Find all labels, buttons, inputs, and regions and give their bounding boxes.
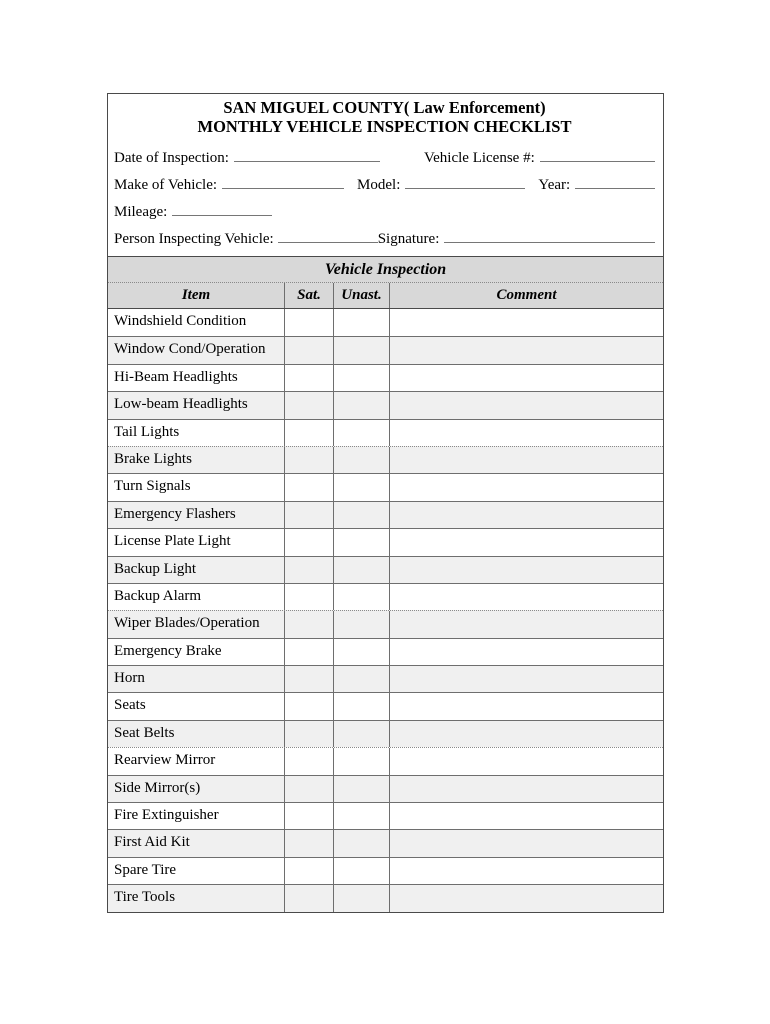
sat-cell xyxy=(284,693,333,719)
sat-cell xyxy=(284,803,333,829)
sat-cell xyxy=(284,392,333,418)
comment-cell xyxy=(389,721,663,747)
unast-cell xyxy=(333,337,389,363)
item-cell: Seats xyxy=(114,697,146,714)
item-cell: Brake Lights xyxy=(114,450,192,467)
comment-cell xyxy=(389,666,663,692)
sat-cell xyxy=(284,447,333,473)
signature-label: Signature: xyxy=(377,231,440,247)
form-line-make-model-year xyxy=(114,172,655,199)
item-cell: Window Cond/Operation xyxy=(114,341,266,358)
unast-cell xyxy=(333,885,389,911)
unast-cell xyxy=(333,639,389,665)
sat-cell xyxy=(284,611,333,637)
table-row xyxy=(108,583,663,610)
table-row xyxy=(108,747,663,774)
vehicle-license-blank xyxy=(540,159,655,162)
item-cell: Emergency Brake xyxy=(114,642,222,659)
comment-cell xyxy=(389,474,663,500)
inspection-form-sheet xyxy=(107,93,664,913)
item-cell: Seat Belts xyxy=(114,724,175,741)
table-row xyxy=(108,692,663,719)
table-row xyxy=(108,775,663,802)
item-cell: Low-beam Headlights xyxy=(114,396,248,413)
table-row xyxy=(108,391,663,418)
form-line-person-signature xyxy=(114,226,655,253)
unast-cell xyxy=(333,693,389,719)
item-cell: Side Mirror(s) xyxy=(114,779,201,796)
table-row xyxy=(108,665,663,692)
sat-cell xyxy=(284,584,333,610)
table-row xyxy=(108,802,663,829)
item-cell: Spare Tire xyxy=(114,861,177,878)
sat-cell xyxy=(284,365,333,391)
unast-cell xyxy=(333,557,389,583)
person-inspecting-blank xyxy=(278,240,378,243)
item-cell: Emergency Flashers xyxy=(114,505,236,522)
unast-cell xyxy=(333,748,389,774)
form-header-section xyxy=(108,94,663,256)
comment-cell xyxy=(389,776,663,802)
item-cell: Tire Tools xyxy=(114,889,176,906)
unast-cell xyxy=(333,365,389,391)
unast-cell xyxy=(333,721,389,747)
year-blank xyxy=(575,186,655,189)
sat-cell xyxy=(284,309,333,336)
unast-cell xyxy=(333,858,389,884)
table-row xyxy=(108,720,663,747)
table-row xyxy=(108,638,663,665)
signature-blank xyxy=(444,240,655,243)
item-cell: License Plate Light xyxy=(114,533,231,550)
unast-column-header: Unast. xyxy=(333,283,389,308)
table-row xyxy=(108,336,663,363)
comment-column-header: Comment xyxy=(389,283,663,308)
table-row xyxy=(108,884,663,911)
unast-cell xyxy=(333,666,389,692)
item-cell: Tail Lights xyxy=(114,423,180,440)
comment-cell xyxy=(389,529,663,555)
mileage-label: Mileage: xyxy=(114,204,168,220)
sat-cell xyxy=(284,830,333,856)
item-cell: Windshield Condition xyxy=(114,313,247,329)
form-line-date-license xyxy=(114,145,655,172)
sat-cell xyxy=(284,474,333,500)
sat-cell xyxy=(284,337,333,363)
sat-cell xyxy=(284,639,333,665)
sat-cell xyxy=(284,557,333,583)
unast-cell xyxy=(333,474,389,500)
table-row xyxy=(108,610,663,637)
mileage-blank xyxy=(172,213,272,216)
sat-cell xyxy=(284,885,333,911)
title-line-1: SAN MIGUEL COUNTY( Law Enforcement) xyxy=(223,98,546,117)
sat-cell xyxy=(284,529,333,555)
table-row xyxy=(108,528,663,555)
comment-cell xyxy=(389,830,663,856)
comment-cell xyxy=(389,858,663,884)
sat-cell xyxy=(284,420,333,446)
inspection-table-body xyxy=(108,309,663,912)
table-row xyxy=(108,473,663,500)
table-row xyxy=(108,446,663,473)
comment-cell xyxy=(389,502,663,528)
vehicle-inspection-band: Vehicle Inspection xyxy=(108,256,663,283)
comment-cell xyxy=(389,420,663,446)
comment-cell xyxy=(389,693,663,719)
sat-cell xyxy=(284,666,333,692)
unast-cell xyxy=(333,830,389,856)
unast-cell xyxy=(333,392,389,418)
sat-cell xyxy=(284,502,333,528)
comment-cell xyxy=(389,803,663,829)
model-blank xyxy=(405,186,525,189)
table-row xyxy=(108,829,663,856)
year-label: Year: xyxy=(538,177,571,193)
comment-cell xyxy=(389,447,663,473)
sat-column-header: Sat. xyxy=(284,283,333,308)
table-row xyxy=(108,501,663,528)
document-title xyxy=(114,98,655,136)
table-row xyxy=(108,419,663,446)
item-cell: Rearview Mirror xyxy=(114,752,216,769)
table-row xyxy=(108,364,663,391)
table-row xyxy=(108,556,663,583)
unast-cell xyxy=(333,309,389,336)
sat-cell xyxy=(284,776,333,802)
unast-cell xyxy=(333,420,389,446)
item-cell: First Aid Kit xyxy=(114,834,190,851)
comment-cell xyxy=(389,584,663,610)
table-header-row xyxy=(108,283,663,309)
comment-cell xyxy=(389,309,663,336)
unast-cell xyxy=(333,776,389,802)
comment-cell xyxy=(389,365,663,391)
table-row xyxy=(108,857,663,884)
sat-cell xyxy=(284,858,333,884)
make-of-vehicle-blank xyxy=(222,186,344,189)
comment-cell xyxy=(389,557,663,583)
item-cell: Backup Alarm xyxy=(114,587,202,604)
unast-cell xyxy=(333,803,389,829)
item-cell: Horn xyxy=(114,670,145,687)
unast-cell xyxy=(333,529,389,555)
comment-cell xyxy=(389,885,663,911)
unast-cell xyxy=(333,611,389,637)
vehicle-license-label: Vehicle License #: xyxy=(423,150,535,166)
model-label: Model: xyxy=(357,177,401,193)
comment-cell xyxy=(389,748,663,774)
item-cell: Wiper Blades/Operation xyxy=(114,615,260,632)
item-column-header: Item xyxy=(181,287,211,303)
item-cell: Fire Extinguisher xyxy=(114,807,219,824)
comment-cell xyxy=(389,392,663,418)
comment-cell xyxy=(389,337,663,363)
item-cell: Turn Signals xyxy=(114,478,191,495)
title-line-2: MONTHLY VEHICLE INSPECTION CHECKLIST xyxy=(197,116,572,136)
date-of-inspection-blank xyxy=(234,159,380,162)
form-line-mileage xyxy=(114,199,655,226)
date-of-inspection-label: Date of Inspection: xyxy=(114,150,229,166)
unast-cell xyxy=(333,584,389,610)
comment-cell xyxy=(389,639,663,665)
unast-cell xyxy=(333,447,389,473)
person-inspecting-label: Person Inspecting Vehicle: xyxy=(114,231,274,247)
comment-cell xyxy=(389,611,663,637)
item-cell: Backup Light xyxy=(114,560,197,577)
sat-cell xyxy=(284,721,333,747)
make-of-vehicle-label: Make of Vehicle: xyxy=(114,177,218,193)
sat-cell xyxy=(284,748,333,774)
item-cell: Hi-Beam Headlights xyxy=(114,368,238,385)
unast-cell xyxy=(333,502,389,528)
table-row xyxy=(108,309,663,336)
